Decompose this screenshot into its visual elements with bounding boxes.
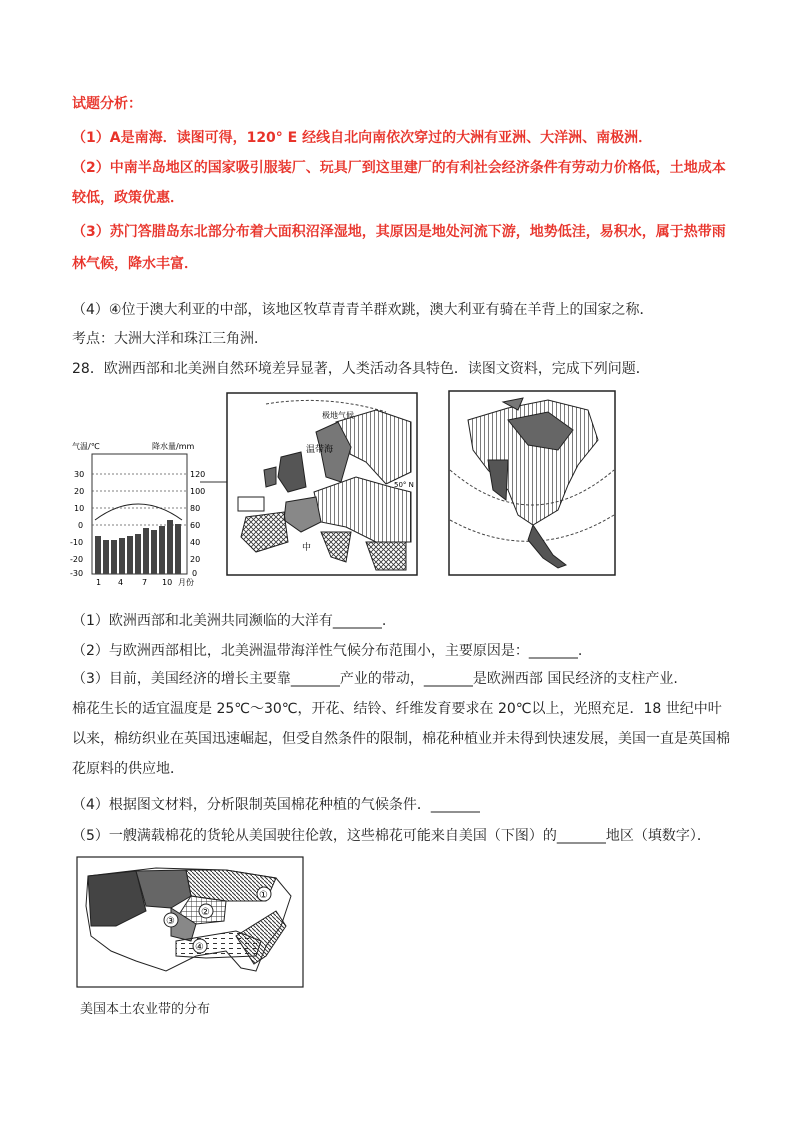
- tick-r-100: 100: [190, 487, 206, 496]
- europe-map: [226, 392, 418, 580]
- tick-r-20: 20: [190, 555, 201, 564]
- question-28-stem: 28．欧洲西部和北美洲自然环境差异显著，人类活动各具特色．读图文资料，完成下列问题．: [72, 361, 650, 377]
- tick-l-30: 30: [74, 470, 85, 479]
- x-tick-7: 7: [142, 578, 148, 587]
- us-map-caption: 美国本土农业带的分布: [80, 1002, 211, 1017]
- region-2: ②: [201, 907, 210, 918]
- us-agriculture-map: [76, 856, 304, 992]
- tick-r-40: 40: [190, 538, 201, 547]
- tick-l-m10: -10: [70, 538, 84, 547]
- label-lat-50n: 50° N: [394, 481, 414, 489]
- tick-l-20: 20: [74, 487, 85, 496]
- question-28-3: （3）目前，美国经济的增长主要靠_______产业的带动，_______是欧洲西部 国民经济的支柱产业.: [72, 671, 678, 687]
- question-28-4: （4）根据图文材料，分析限制英国棉花种植的气候条件．_______: [72, 797, 480, 813]
- analysis-p3a: （3）苏门答腊岛东北部分布着大面积沼泽湿地，其原因是地处河流下游，地势低洼，易积水，属于热带雨: [72, 224, 726, 240]
- label-temperate: 温带海: [306, 445, 334, 455]
- x-tick-month: 月份: [178, 578, 194, 587]
- question-28-2: （2）与欧洲西部相比，北美洲温带海洋性气候分布范围小，主要原因是：_______.: [72, 643, 583, 659]
- north-america-map: [448, 390, 616, 580]
- tick-l-m20: -20: [70, 555, 84, 564]
- climate-left-label: 气温/℃: [72, 442, 100, 451]
- region-1: ①: [259, 890, 268, 901]
- tick-r-60: 60: [190, 521, 201, 530]
- tick-r-120: 120: [190, 470, 206, 479]
- analysis-p3b: 林气候，降水丰富．: [72, 256, 198, 272]
- question-28-5: （5）一艘满载棉花的货轮从美国驶往伦敦，这些棉花可能来自美国（下图）的_______地区（填数字）．: [72, 828, 711, 844]
- tick-l-10: 10: [74, 504, 85, 513]
- tick-l-m30: -30: [70, 569, 84, 578]
- x-tick-4: 4: [118, 578, 124, 587]
- kaodian: 考点：大洲大洋和珠江三角洲．: [72, 331, 268, 347]
- region-4: ④: [195, 942, 204, 953]
- tick-r-80: 80: [190, 504, 201, 513]
- x-tick-1: 1: [96, 578, 102, 587]
- label-arctic: 极地气候: [322, 411, 354, 420]
- region-3: ③: [166, 916, 175, 927]
- analysis-title: 试题分析：: [72, 96, 142, 112]
- analysis-p2a: （2）中南半岛地区的国家吸引服装厂、玩具厂到这里建厂的有利社会经济条件有劳动力价格低，土地成本: [72, 160, 726, 176]
- climate-chart: [70, 440, 210, 594]
- climate-right-label: 降水量/mm: [152, 442, 195, 451]
- tick-l-0: 0: [78, 521, 84, 530]
- analysis-p2b: 较低，政策优惠．: [72, 190, 184, 206]
- material-paragraph: 棉花生长的适宜温度是 25℃～30℃，开花、结铃、纤维发育要求在 20℃以上，光照充足．18 世纪中叶以来，棉纺织业在英国迅速崛起，但受自然条件的限制，棉花种植业并未得到快速发展，美国一直是英国棉花原料的供应地．: [72, 701, 730, 777]
- label-med: 中: [302, 543, 312, 553]
- tick-r-0: 0: [192, 569, 198, 578]
- x-tick-10: 10: [162, 578, 173, 587]
- question-28-1: （1）欧洲西部和北美洲共同濒临的大洋有_______.: [72, 613, 387, 629]
- analysis-p4: （4）④位于澳大利亚的中部，该地区牧草青青羊群欢跳，澳大利亚有骑在羊背上的国家之称．: [72, 302, 654, 318]
- analysis-p1: （1）A是南海．读图可得，120° E 经线自北向南依次穿过的大洲有亚洲、大洋洲、南极洲．: [72, 130, 653, 146]
